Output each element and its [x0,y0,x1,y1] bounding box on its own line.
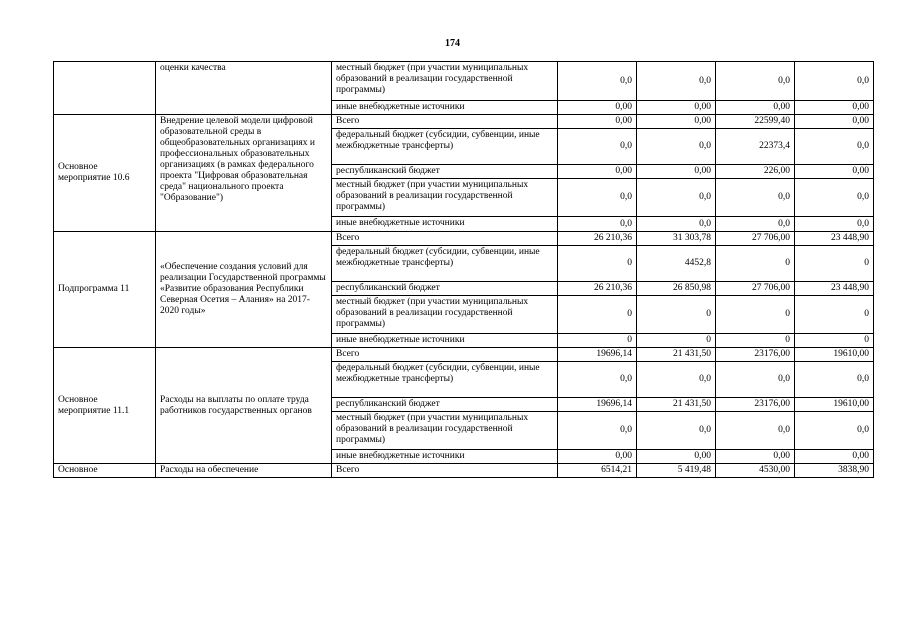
amount-cell: 0,00 [637,165,716,179]
table-row [54,232,874,246]
program-description-cell: Расходы на выплаты по оплате труда работников государственных органов [156,348,332,464]
amount-cell: 0,00 [637,115,716,129]
amount-cell: 0,0 [637,362,716,398]
amount-cell: 0,0 [558,362,637,398]
funding-source-cell: Всего [332,115,558,129]
amount-cell: 0,0 [716,362,795,398]
program-description-cell: Внедрение целевой модели цифровой образовательной среды в общеобразовательных организациях и профессиональных образовательных организациях (в рамках федерального проекта "Цифровая образовательная среда" национального проекта "Образование") [156,115,332,232]
program-label-cell [54,62,156,115]
funding-source-cell: местный бюджет (при участии муниципальных образований в реализации государственной программы) [332,179,558,217]
program-label-cell: Основное мероприятие 11.1 [54,348,156,464]
table-row [54,115,874,129]
amount-cell: 0,0 [795,129,874,165]
amount-cell: 0,00 [716,101,795,115]
amount-cell: 0,0 [558,62,637,101]
funding-source-cell: местный бюджет (при участии муниципальных образований в реализации государственной программы) [332,296,558,334]
amount-cell: 226,00 [716,165,795,179]
amount-cell: 19610,00 [795,398,874,412]
amount-cell: 0,0 [637,129,716,165]
amount-cell: 0,00 [637,450,716,464]
amount-cell: 27 706,00 [716,232,795,246]
amount-cell: 0,00 [795,115,874,129]
amount-cell: 0 [637,296,716,334]
amount-cell: 0,00 [558,165,637,179]
program-label-cell: Основное [54,464,156,478]
table-row [54,348,874,362]
funding-source-cell: иные внебюджетные источники [332,450,558,464]
amount-cell: 0,0 [795,217,874,232]
budget-table [53,61,874,478]
amount-cell: 0 [716,334,795,348]
funding-source-cell: иные внебюджетные источники [332,334,558,348]
amount-cell: 3838,90 [795,464,874,478]
amount-cell: 0,0 [637,412,716,450]
amount-cell: 23 448,90 [795,232,874,246]
amount-cell: 0,0 [637,217,716,232]
funding-source-cell: иные внебюджетные источники [332,217,558,232]
amount-cell: 4452,8 [637,246,716,282]
table-row [54,464,874,478]
amount-cell: 0,0 [637,62,716,101]
amount-cell: 0,0 [795,362,874,398]
amount-cell: 0,0 [558,129,637,165]
funding-source-cell: республиканский бюджет [332,398,558,412]
amount-cell: 23 448,90 [795,282,874,296]
amount-cell: 19696,14 [558,398,637,412]
amount-cell: 31 303,78 [637,232,716,246]
amount-cell: 27 706,00 [716,282,795,296]
amount-cell: 0 [558,246,637,282]
amount-cell: 0,0 [795,62,874,101]
amount-cell: 0,00 [558,115,637,129]
amount-cell: 0,00 [637,101,716,115]
program-description-cell: Расходы на обеспечение [156,464,332,478]
amount-cell: 0,0 [558,412,637,450]
program-description-cell: оценки качества [156,62,332,115]
amount-cell: 0,00 [716,450,795,464]
page-number: 174 [445,38,460,49]
funding-source-cell: республиканский бюджет [332,165,558,179]
amount-cell: 0 [795,334,874,348]
amount-cell: 0 [795,296,874,334]
amount-cell: 0,00 [795,101,874,115]
program-label-cell: Подпрограмма 11 [54,232,156,348]
program-label-cell: Основное мероприятие 10.6 [54,115,156,232]
amount-cell: 0,0 [558,217,637,232]
amount-cell: 0 [716,296,795,334]
funding-source-cell: Всего [332,232,558,246]
amount-cell: 0,0 [716,179,795,217]
amount-cell: 26 210,36 [558,282,637,296]
funding-source-cell: Всего [332,464,558,478]
amount-cell: 19696,14 [558,348,637,362]
amount-cell: 0 [637,334,716,348]
amount-cell: 21 431,50 [637,348,716,362]
funding-source-cell: федеральный бюджет (субсидии, субвенции, иные межбюджетные трансферты) [332,129,558,165]
funding-source-cell: местный бюджет (при участии муниципальных образований в реализации государственной программы) [332,412,558,450]
amount-cell: 0,0 [795,412,874,450]
amount-cell: 26 850,98 [637,282,716,296]
amount-cell: 22373,4 [716,129,795,165]
funding-source-cell: местный бюджет (при участии муниципальных образований в реализации государственной программы) [332,62,558,101]
amount-cell: 0,00 [795,165,874,179]
amount-cell: 6514,21 [558,464,637,478]
amount-cell: 5 419,48 [637,464,716,478]
amount-cell: 0 [716,246,795,282]
amount-cell: 19610,00 [795,348,874,362]
amount-cell: 0,0 [716,412,795,450]
amount-cell: 0,0 [716,217,795,232]
amount-cell: 0,0 [558,179,637,217]
amount-cell: 0,0 [795,179,874,217]
amount-cell: 0,00 [558,450,637,464]
amount-cell: 0 [558,334,637,348]
amount-cell: 0 [795,246,874,282]
amount-cell: 4530,00 [716,464,795,478]
amount-cell: 23176,00 [716,348,795,362]
funding-source-cell: федеральный бюджет (субсидии, субвенции, иные межбюджетные трансферты) [332,362,558,398]
funding-source-cell: республиканский бюджет [332,282,558,296]
amount-cell: 21 431,50 [637,398,716,412]
funding-source-cell: иные внебюджетные источники [332,101,558,115]
amount-cell: 0,0 [716,62,795,101]
amount-cell: 22599,40 [716,115,795,129]
amount-cell: 0 [558,296,637,334]
table-row [54,62,874,101]
funding-source-cell: федеральный бюджет (субсидии, субвенции, иные межбюджетные трансферты) [332,246,558,282]
funding-source-cell: Всего [332,348,558,362]
amount-cell: 0,00 [795,450,874,464]
amount-cell: 0,0 [637,179,716,217]
program-description-cell: «Обеспечение создания условий для реализации Государственной программы «Развитие образования Республики Северная Осетия – Алания» на 2017-2020 годы» [156,232,332,348]
amount-cell: 0,00 [558,101,637,115]
amount-cell: 26 210,36 [558,232,637,246]
amount-cell: 23176,00 [716,398,795,412]
